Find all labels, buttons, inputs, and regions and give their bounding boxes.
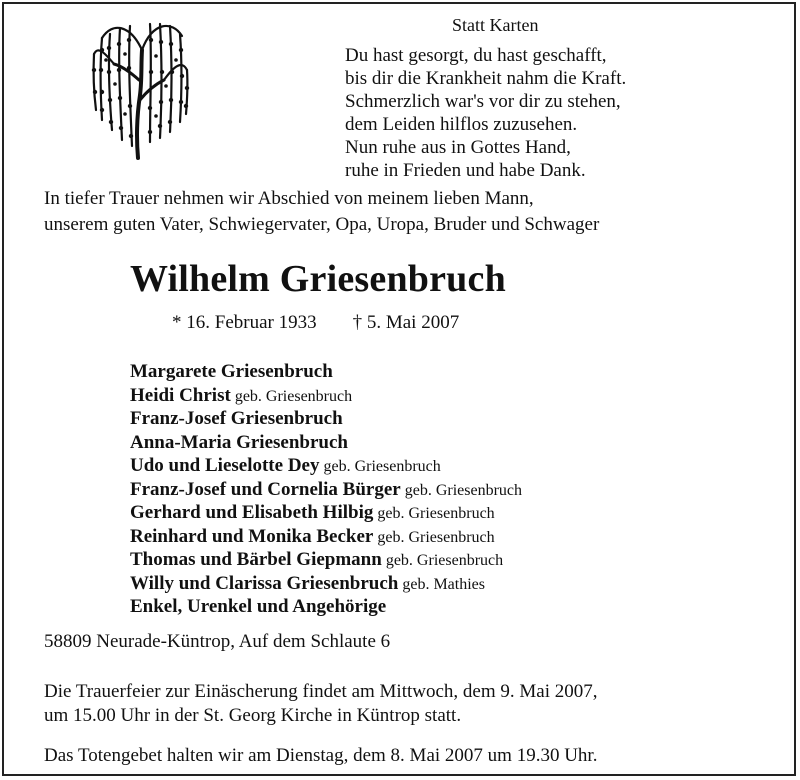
poem-line: Nun ruhe aus in Gottes Hand, xyxy=(345,137,571,158)
poem-line: ruhe in Frieden und habe Dank. xyxy=(345,160,586,181)
deceased-name: Wilhelm Griesenbruch xyxy=(130,258,506,300)
mourner-item xyxy=(130,432,522,456)
prayer-info: Das Totengebet halten wir am Dienstag, dem 8. Mai 2007 um 19.30 Uhr. xyxy=(44,745,598,766)
mourner-item xyxy=(130,549,522,573)
mourner-suffix: geb. Mathies xyxy=(398,575,485,593)
mourner-suffix: geb. Griesenbruch xyxy=(373,505,495,522)
mourner-item xyxy=(130,526,522,550)
mourner-name: Enkel, Urenkel und Angehörige xyxy=(130,596,387,617)
life-dates xyxy=(172,312,459,334)
mourners-list xyxy=(130,361,522,620)
notice-heading: Statt Karten xyxy=(452,15,539,35)
mourner-suffix: geb. Griesenbruch xyxy=(230,387,353,405)
intro-line: In tiefer Trauer nehmen wir Abschied von meinem lieben Mann, xyxy=(44,188,534,209)
poem-line: Schmerzlich war's vor dir zu stehen, xyxy=(345,91,621,112)
mourner-item xyxy=(130,385,522,409)
poem-line: bis dir die Krankheit nahm die Kraft. xyxy=(345,68,627,89)
mourner-name: Franz-Josef und Cornelia Bürger xyxy=(130,478,401,500)
birth-date: * 16. Februar 1933 xyxy=(172,312,317,333)
weeping-willow-icon xyxy=(90,10,190,160)
mourner-item xyxy=(130,408,522,432)
mourner-item xyxy=(130,361,522,385)
mourner-item xyxy=(130,502,522,526)
mourner-name: Franz-Josef Griesenbruch xyxy=(130,408,343,429)
service-info xyxy=(44,680,598,728)
poem-line: dem Leiden hilflos zuzusehen. xyxy=(345,114,578,135)
mourner-item xyxy=(130,573,522,597)
mourner-name: Gerhard und Elisabeth Hilbig xyxy=(130,502,374,523)
poem xyxy=(345,44,626,182)
mourner-name: Willy und Clarissa Griesenbruch xyxy=(130,572,399,594)
mourner-name: Reinhard und Monika Becker xyxy=(130,525,374,547)
mourner-name: Margarete Griesenbruch xyxy=(130,361,333,382)
intro-line: unserem guten Vater, Schwiegervater, Opa, Uropa, Bruder und Schwager xyxy=(44,214,600,235)
mourner-item xyxy=(130,455,522,479)
poem-line: Du hast gesorgt, du hast geschafft, xyxy=(345,45,607,66)
mourner-item xyxy=(130,596,522,620)
mourner-suffix: geb. Griesenbruch xyxy=(381,552,504,569)
mourner-suffix: geb. Griesenbruch xyxy=(373,528,495,546)
family-address: 58809 Neurade-Küntrop, Auf dem Schlaute 6 xyxy=(44,631,391,652)
service-line: um 15.00 Uhr in der St. Georg Kirche in Küntrop statt. xyxy=(44,705,462,726)
mourner-suffix: geb. Griesenbruch xyxy=(319,458,441,475)
mourner-name: Thomas und Bärbel Giepmann xyxy=(130,549,382,570)
mourner-name: Anna-Maria Griesenbruch xyxy=(130,431,348,453)
mourner-suffix: geb. Griesenbruch xyxy=(400,481,523,499)
mourner-item xyxy=(130,479,522,503)
death-date: † 5. Mai 2007 xyxy=(352,312,460,333)
service-line: Die Trauerfeier zur Einäscherung findet am Mittwoch, dem 9. Mai 2007, xyxy=(44,681,598,702)
intro-text xyxy=(44,186,599,238)
mourner-name: Heidi Christ xyxy=(130,384,231,406)
mourner-name: Udo und Lieselotte Dey xyxy=(130,455,320,476)
